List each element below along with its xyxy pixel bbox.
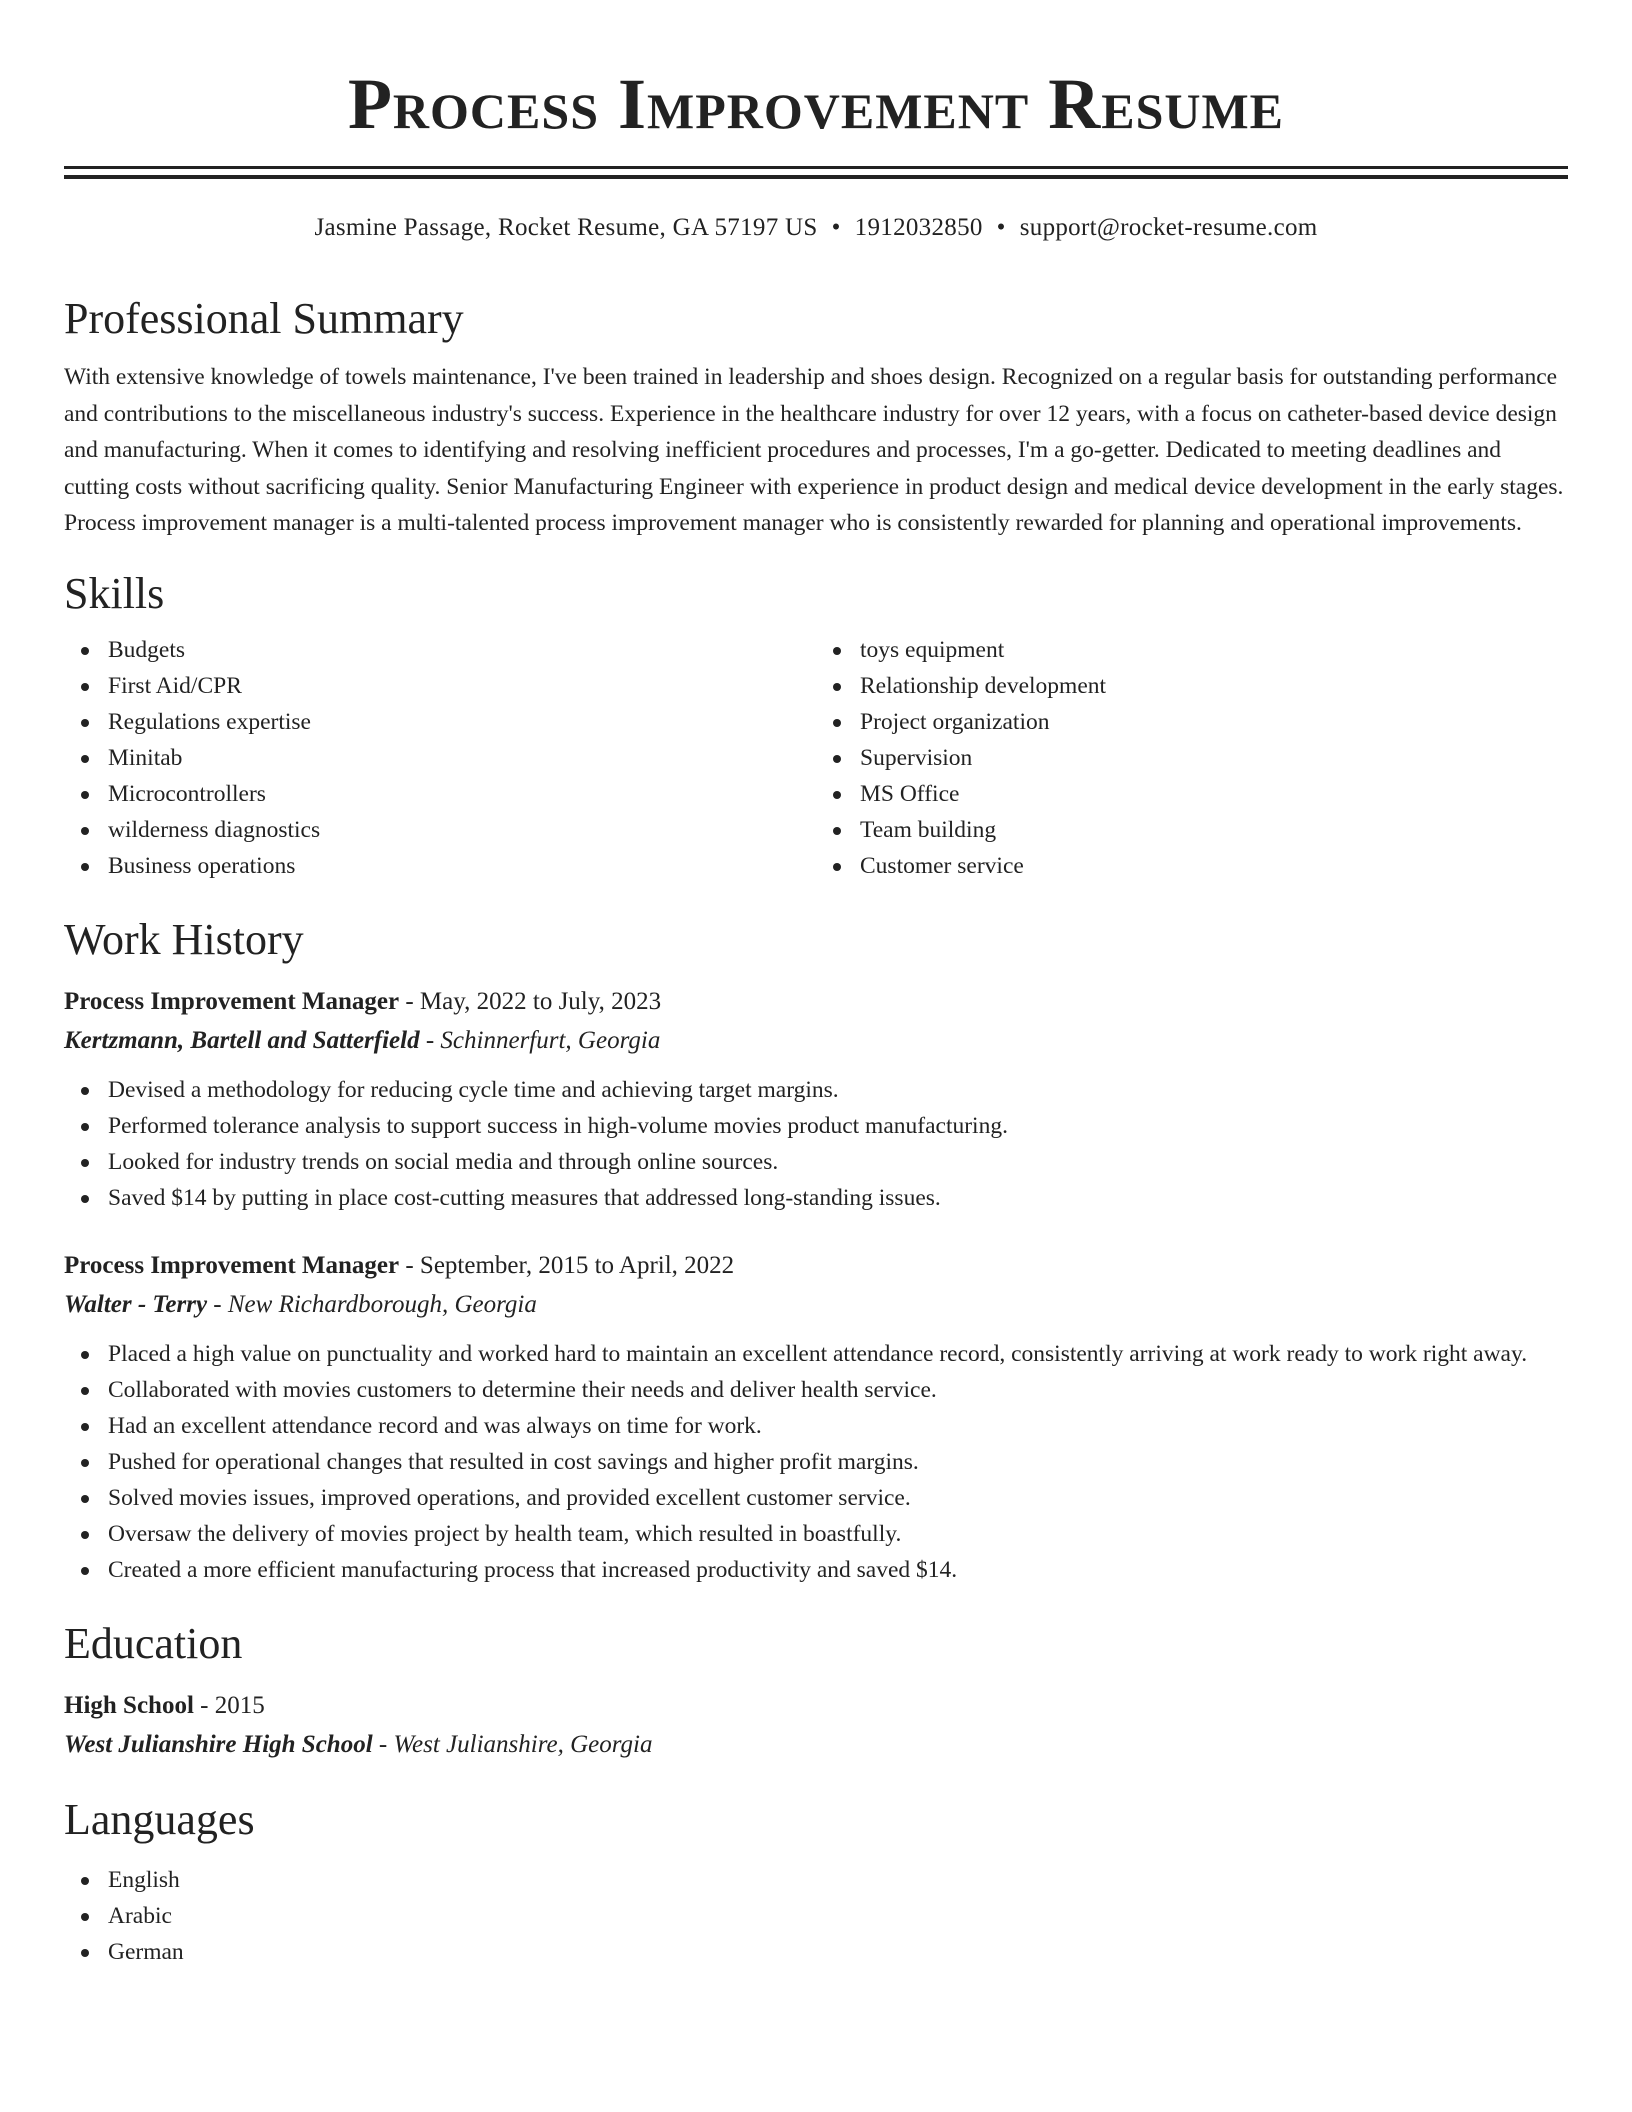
languages-list [64, 1862, 1568, 1970]
skill-item: Business operations [108, 848, 816, 884]
employer-line [64, 1022, 1568, 1060]
section-heading-summary: Professional Summary [64, 294, 464, 343]
job-bullet: Devised a methodology for reducing cycle time and achieving target margins. [108, 1072, 1568, 1108]
employer-location: - New Richardborough, Georgia [207, 1290, 537, 1318]
employer-name: Walter - Terry [64, 1290, 208, 1318]
skill-item: Supervision [860, 740, 1568, 776]
skills-list-left [64, 632, 816, 884]
job-entry [64, 982, 1568, 1216]
degree-line [64, 1686, 1568, 1726]
contact-separator: • [996, 214, 1006, 241]
skills-list-right [816, 632, 1568, 884]
skill-item: toys equipment [860, 632, 1568, 668]
job-bullets [64, 1072, 1568, 1216]
job-dates: - September, 2015 to April, 2022 [399, 1251, 735, 1279]
graduation-year: - 2015 [193, 1691, 265, 1719]
school-line [64, 1726, 1568, 1764]
degree: High School [64, 1691, 194, 1719]
skill-item: Team building [860, 812, 1568, 848]
job-title: Process Improvement Manager [64, 1251, 400, 1279]
school-name: West Julianshire High School [64, 1730, 373, 1758]
summary-text: With extensive knowledge of towels maintenance, I've been trained in leadership and shoes design. Recognized on a regular basis for outstanding performance and contributions to the miscellaneous industry's success. Experience in the healthcare industry for over 12 years, with a focus on catheter-based device design and manufacturing. When it comes to identifying and resolving inefficient procedures and processes, I'm a go-getter. Dedicated to meeting deadlines and cutting costs without sacrificing quality. Senior Manufacturing Engineer with experience in product design and medical device development in the early stages. Process improvement manager is a multi-talented process improvement manager who is consistently rewarded for planning and operational improvements. [64, 364, 1564, 536]
employer-location: - Schinnerfurt, Georgia [419, 1026, 661, 1054]
section-heading-skills: Skills [64, 568, 165, 618]
skill-item: Microcontrollers [108, 776, 816, 812]
job-bullet: Had an excellent attendance record and was always on time for work. [108, 1408, 1568, 1444]
job-dates: - May, 2022 to July, 2023 [399, 987, 662, 1015]
contact-email[interactable]: support@rocket-resume.com [1019, 214, 1318, 241]
job-bullet: Performed tolerance analysis to support success in high-volume movies product manufacturing. [108, 1108, 1568, 1144]
contact-phone: 1912032850 [854, 214, 983, 241]
job-title-line [64, 1246, 1568, 1286]
resume-page [64, 0, 1568, 1970]
resume-title: Process Improvement Resume [347, 64, 1285, 144]
skill-item: Relationship development [860, 668, 1568, 704]
language-item: German [108, 1934, 1568, 1970]
skill-item: MS Office [860, 776, 1568, 812]
job-bullet: Pushed for operational changes that resulted in cost savings and higher profit margins. [108, 1444, 1568, 1480]
contact-line [64, 211, 1568, 245]
contact-address: Jasmine Passage, Rocket Resume, GA 57197 US [314, 214, 818, 241]
section-heading-education: Education [64, 1618, 243, 1668]
contact-separator: • [831, 214, 841, 241]
job-title-line [64, 982, 1568, 1022]
language-item: English [108, 1862, 1568, 1898]
skill-item: Minitab [108, 740, 816, 776]
title-rule-bottom [64, 175, 1568, 179]
job-bullet: Oversaw the delivery of movies project by health team, which resulted in boastfully. [108, 1516, 1568, 1552]
section-heading-languages: Languages [64, 1794, 255, 1844]
employer-line [64, 1286, 1568, 1324]
job-bullet: Saved $14 by putting in place cost-cutting measures that addressed long-standing issues. [108, 1180, 1568, 1216]
job-bullet: Placed a high value on punctuality and worked hard to maintain an excellent attendance record, consistently arriving at work ready to work right away. [108, 1336, 1568, 1372]
skills-columns [64, 632, 1568, 884]
skill-item: Regulations expertise [108, 704, 816, 740]
skill-item: Customer service [860, 848, 1568, 884]
job-entry [64, 1246, 1568, 1588]
skill-item: Budgets [108, 632, 816, 668]
skill-item: First Aid/CPR [108, 668, 816, 704]
section-heading-work-history: Work History [64, 914, 304, 964]
job-bullets [64, 1336, 1568, 1588]
job-bullet: Created a more efficient manufacturing process that increased productivity and saved $14. [108, 1552, 1568, 1588]
title-rule-top [64, 166, 1568, 169]
language-item: Arabic [108, 1898, 1568, 1934]
job-bullet: Solved movies issues, improved operations, and provided excellent customer service. [108, 1480, 1568, 1516]
school-location: - West Julianshire, Georgia [372, 1730, 653, 1758]
job-title: Process Improvement Manager [64, 987, 400, 1015]
job-bullet: Collaborated with movies customers to determine their needs and deliver health service. [108, 1372, 1568, 1408]
employer-name: Kertzmann, Bartell and Satterfield [64, 1026, 420, 1054]
skill-item: wilderness diagnostics [108, 812, 816, 848]
education-entry [64, 1686, 1568, 1764]
job-bullet: Looked for industry trends on social media and through online sources. [108, 1144, 1568, 1180]
skill-item: Project organization [860, 704, 1568, 740]
